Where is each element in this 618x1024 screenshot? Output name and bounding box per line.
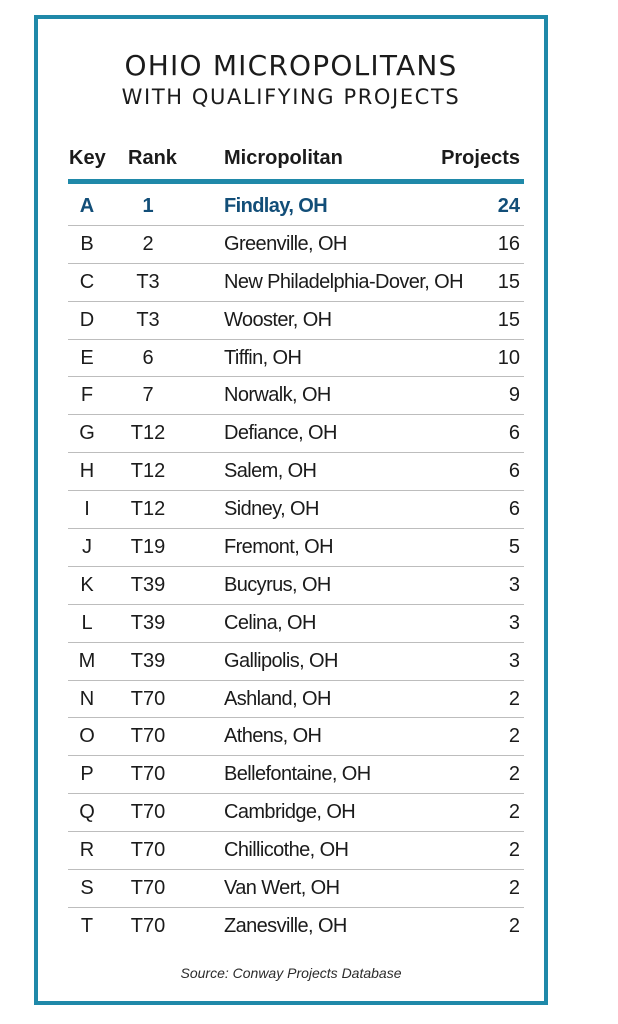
- row-key: F: [80, 384, 94, 407]
- row-key: A: [79, 195, 95, 217]
- page-title: OHIO MICROPOLITANS: [124, 49, 458, 82]
- table-row: [68, 302, 524, 340]
- row-micropolitan: Defiance, OH: [224, 422, 337, 445]
- row-projects: 3: [508, 611, 520, 634]
- row-rank: T3: [136, 270, 160, 293]
- row-projects: 2: [508, 877, 520, 900]
- header-divider: [68, 179, 524, 184]
- row-key: C: [79, 270, 95, 293]
- table-row: [68, 491, 524, 529]
- row-key: G: [79, 422, 95, 445]
- row-key: D: [79, 308, 95, 331]
- column-header-key: Key: [69, 147, 106, 169]
- row-rank: T70: [130, 687, 166, 710]
- row-rank: T39: [130, 611, 166, 634]
- row-micropolitan: New Philadelphia-Dover, OH: [224, 270, 463, 293]
- table-row: [68, 529, 524, 567]
- row-micropolitan: Zanesville, OH: [224, 914, 347, 937]
- row-micropolitan: Ashland, OH: [224, 687, 331, 710]
- row-key: S: [80, 877, 94, 900]
- column-header-micropolitan: Micropolitan: [224, 147, 343, 169]
- row-key: R: [79, 839, 95, 862]
- row-rank: T12: [130, 422, 166, 445]
- row-micropolitan: Tiffin, OH: [224, 346, 302, 369]
- table-row: [68, 377, 524, 415]
- row-key: N: [79, 687, 95, 710]
- row-projects: 2: [508, 914, 520, 937]
- column-header-rank: Rank: [128, 147, 177, 169]
- row-projects: 16: [497, 232, 520, 255]
- row-projects: 15: [497, 308, 520, 331]
- row-micropolitan: Van Wert, OH: [224, 877, 340, 900]
- row-projects: 10: [497, 346, 520, 369]
- row-rank: 6: [142, 346, 154, 369]
- table-row: [68, 605, 524, 643]
- row-rank: T3: [136, 308, 160, 331]
- row-micropolitan: Greenville, OH: [224, 232, 347, 255]
- row-micropolitan: Celina, OH: [224, 611, 316, 634]
- row-micropolitan: Athens, OH: [224, 725, 322, 748]
- row-key: H: [79, 460, 95, 483]
- row-micropolitan: Fremont, OH: [224, 536, 333, 559]
- row-projects: 2: [508, 725, 520, 748]
- table-row: [68, 681, 524, 719]
- row-projects: 5: [508, 536, 520, 559]
- row-micropolitan: Bellefontaine, OH: [224, 763, 371, 786]
- row-micropolitan: Findlay, OH: [224, 195, 328, 217]
- row-micropolitan: Norwalk, OH: [224, 384, 331, 407]
- row-key: J: [82, 536, 92, 559]
- row-micropolitan: Gallipolis, OH: [224, 649, 338, 672]
- row-projects: 2: [508, 801, 520, 824]
- row-micropolitan: Chillicothe, OH: [224, 839, 349, 862]
- row-projects: 6: [508, 460, 520, 483]
- table-row: [68, 870, 524, 908]
- row-rank: T70: [130, 914, 166, 937]
- table-row: [68, 908, 524, 946]
- row-projects: 2: [508, 763, 520, 786]
- table-header: [68, 147, 522, 181]
- row-rank: T12: [130, 460, 166, 483]
- row-micropolitan: Cambridge, OH: [224, 801, 356, 824]
- row-rank: T19: [130, 536, 166, 559]
- row-projects: 2: [508, 687, 520, 710]
- table-row: [68, 832, 524, 870]
- row-rank: T70: [130, 725, 166, 748]
- row-projects: 15: [497, 270, 520, 293]
- row-key: T: [80, 914, 94, 937]
- row-micropolitan: Salem, OH: [224, 460, 317, 483]
- table-row: [68, 643, 524, 681]
- table-row: [68, 718, 524, 756]
- table-row: [68, 756, 524, 794]
- table-row: [68, 415, 524, 453]
- row-projects: 6: [508, 422, 520, 445]
- row-key: I: [84, 498, 90, 521]
- row-rank: 7: [142, 384, 154, 407]
- row-projects: 2: [508, 839, 520, 862]
- row-projects: 3: [508, 573, 520, 596]
- row-key: L: [81, 611, 93, 634]
- row-micropolitan: Wooster, OH: [224, 308, 332, 331]
- source-note: Source: Conway Projects Database: [180, 965, 402, 981]
- row-rank: T39: [130, 649, 166, 672]
- table-body: [68, 188, 524, 946]
- table-row: [68, 340, 524, 378]
- row-projects: 9: [508, 384, 520, 407]
- row-key: P: [80, 763, 94, 786]
- row-rank: T70: [130, 763, 166, 786]
- row-rank: 2: [142, 232, 154, 255]
- row-rank: T70: [130, 877, 166, 900]
- row-projects: 24: [497, 195, 520, 217]
- row-key: B: [80, 232, 94, 255]
- column-header-projects: Projects: [441, 147, 520, 169]
- table-card: [34, 15, 548, 1005]
- row-micropolitan: Bucyrus, OH: [224, 573, 331, 596]
- table-row: [68, 567, 524, 605]
- row-projects: 3: [508, 649, 520, 672]
- row-rank: T39: [130, 573, 166, 596]
- row-micropolitan: Sidney, OH: [224, 498, 319, 521]
- row-key: O: [79, 725, 95, 748]
- table-row: [68, 188, 524, 226]
- row-key: E: [80, 346, 94, 369]
- table-row: [68, 226, 524, 264]
- row-projects: 6: [508, 498, 520, 521]
- page-subtitle: WITH QUALIFYING PROJECTS: [121, 85, 461, 109]
- row-key: Q: [79, 801, 95, 824]
- row-key: M: [78, 649, 96, 672]
- row-rank: T70: [130, 839, 166, 862]
- table-row: [68, 453, 524, 491]
- table-row: [68, 264, 524, 302]
- row-rank: 1: [142, 195, 154, 217]
- table-row: [68, 794, 524, 832]
- row-rank: T70: [130, 801, 166, 824]
- row-key: K: [80, 573, 94, 596]
- row-rank: T12: [130, 498, 166, 521]
